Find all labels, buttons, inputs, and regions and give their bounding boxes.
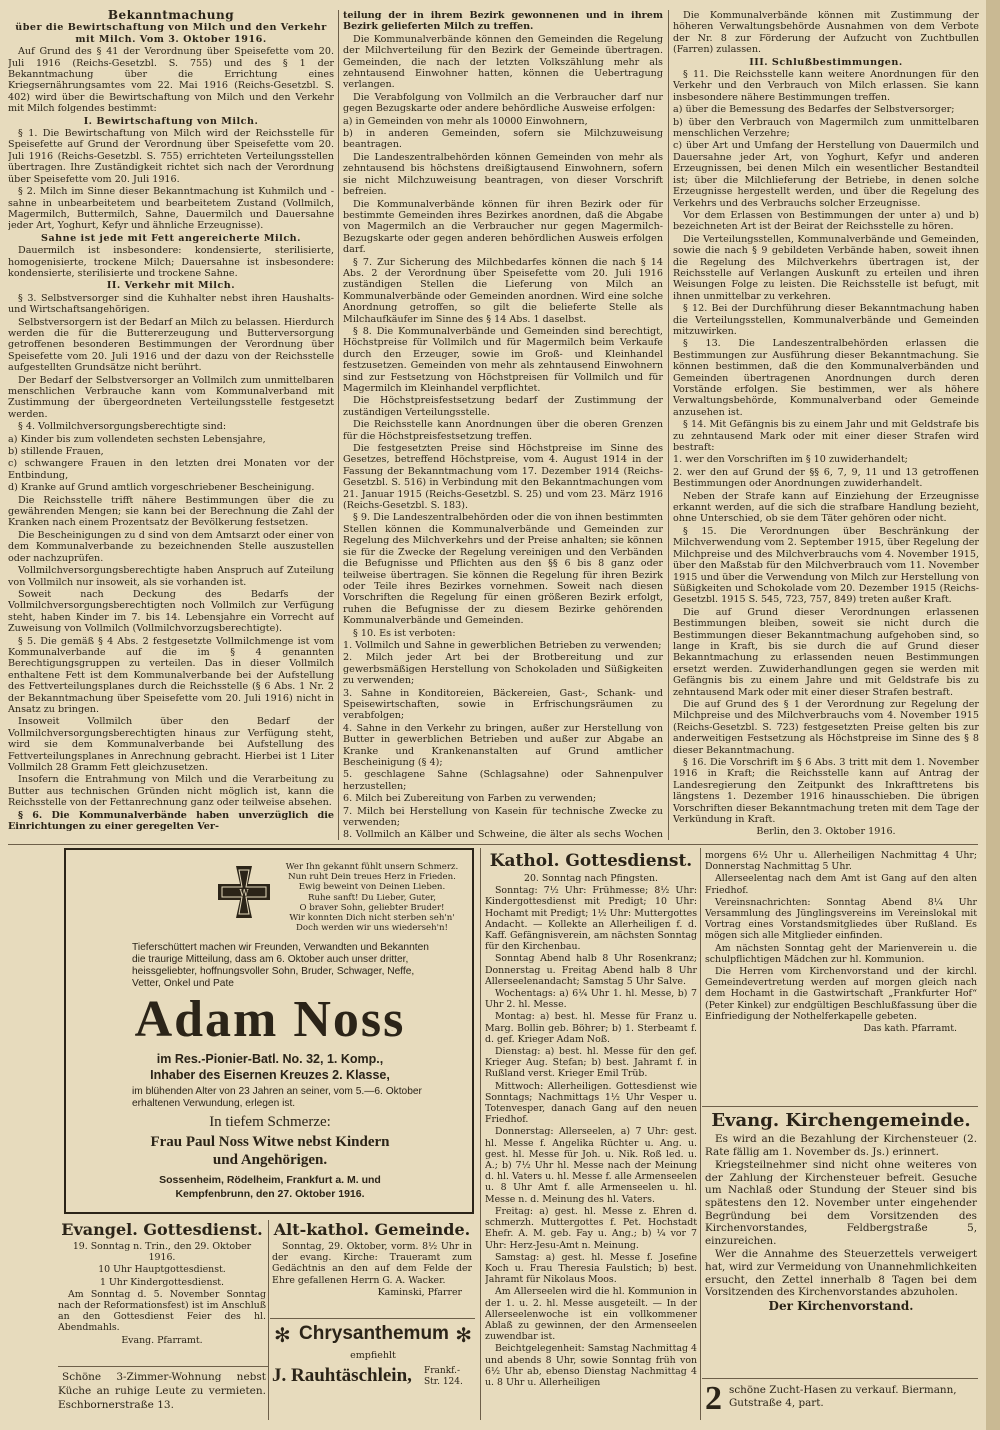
paragraph: Die Reichsstelle kann Anordnungen über die oberen Grenzen für die Höchstpreisfestsetzung treffen. <box>343 419 663 442</box>
paragraph: § 9. Die Landeszentralbehörden oder die von ihnen bestimmten Stellen können die Kommunalverbände und Gemeinden zur Regelung des Milchverkehrs und der Preise anhalten; sie können sie für die Zwecke der Regelung vereinigen und den Verbänden die Befugnisse und Pflichten aus den §§ 6 bis 8 ganz oder teilweise übertragen. Sie können die Regelung für ihren Bezirk oder Teile ihres Bezirkes vornehmen. Soweit nach diesen Vorschriften die Regelung für einen größeren Bezirk erfolgt, ruhen die Befugnisse der zu diesem Bezirke gehörenden Kommunalverbände und Gemeinden. <box>343 512 663 627</box>
section-heading: II. Verkehr mit Milch. <box>106 280 236 292</box>
iron-cross-icon <box>216 864 272 920</box>
kathol-subtitle: 20. Sonntag nach Pfingsten. <box>523 873 658 884</box>
apartment-text: Schöne 3-Zimmer-Wohnung nebst Küche an ruhige Leute zu vermieten. Eschbornerstraße 13. <box>58 1371 266 1411</box>
kathol-text: Am nächsten Sonntag geht der Marienverein u. die schulpflichtigen Mädchen zur hl. Kommunion. <box>705 942 977 965</box>
signer-title <box>673 839 979 840</box>
column-rule <box>700 848 701 1420</box>
evang-church-text: Wer die Annahme des Steuerzettels verweigert hat, wird zur Vermeidung von Unannehmlichkeiten ersucht, den Zettel innerhalb 8 Tagen bei dem Vorsitzenden des Kirchenvorstandes abzuholen. <box>705 1248 977 1299</box>
section-heading: I. Bewirtschaftung von Milch. <box>83 115 259 127</box>
vendor-address: Frankf.-Str. 124. <box>424 1366 463 1387</box>
paragraph: Insofern die Entrahmung von Milch und die Verarbeitung zu Butter aus technischen Gründen nicht möglich ist, kann die Reichsstelle von der Fettanrechnung ganz oder teilweise absehen. <box>8 774 334 809</box>
flower-icon: ✻ <box>274 1323 291 1347</box>
paragraph: Die Bescheinigungen zu d sind von dem Amtsarzt oder einer von dem Kommunalverbande zu bezeichnenden Stelle auszustellen oder nachzuprüfen. <box>8 529 334 564</box>
kathol-text: morgens 6½ Uhr u. Allerheiligen Nachmittag 4 Uhr; Donnerstag Nachmittag 5 Uhr. <box>705 850 977 873</box>
poem-line: O braver Sohn, geliebter Bruder! <box>299 902 445 913</box>
family-line: und Angehörigen. <box>212 1152 328 1168</box>
places-date-line: Kempfenbrunn, den 27. Oktober 1916. <box>175 1188 365 1200</box>
military-honor: Inhaber des Eisernen Kreuzes 2. Klasse, <box>150 1068 390 1082</box>
column-rule <box>480 848 481 1420</box>
paragraph: § 13. Die Landeszentralbehörden erlassen die Bestimmungen zur Ausführung dieser Bekanntmachung. Sie können bestimmen, daß die den Kommunalverbänden und Gemeinden übertragenen Anordnungen durch deren Vorstände erfolgen. Sie bestimmen, wer als höhere Verwaltungsbehörde, Kommunalverband oder Gemeinde anzusehen ist. <box>673 338 979 418</box>
evangel-line: 1 Uhr Kindergottesdienst. <box>99 1276 225 1288</box>
paragraph: Die Verabfolgung von Vollmilch an die Verbraucher darf nur gegen Bezugskarte oder andere behördliche Ausweise erfolgen: <box>343 91 663 115</box>
kathol-sign: Das kath. Pfarramt. <box>863 1023 957 1035</box>
paragraph: § 16. Die Vorschrift im § 6 Abs. 3 tritt mit dem 1. November 1916 in Kraft; die Reichsstelle kann auf Antrag der Landesregierung den Zeitpunkt des Inkrafttretens bis längstens 1. Dezember 1916 hinausschieben. Die übrigen Vorschriften dieser Bekanntmachung treten mit dem Tage der Verkündung in Kraft. <box>673 757 979 826</box>
list-item: 3. Sahne in Konditoreien, Bäckereien, Gast-, Schank- und Speisewirtschaften, sowie in Erfrischungsräumen zu verabfolgen; <box>343 687 663 722</box>
section-divider <box>8 844 978 845</box>
list-item: 4. Sahne in den Verkehr zu bringen, außer zur Herstellung von Butter in gewerblichen Betrieben und außer zur Abgabe an Kranke und Krankenanstalten auf Grund amtlicher Bescheinigung (§ 4); <box>343 722 663 768</box>
deceased-name: Adam Noss <box>134 991 406 1048</box>
paragraph: § 8. Die Kommunalverbände und Gemeinden sind berechtigt, Höchstpreise für Vollmilch und für Magermilch beim Verkaufe durch den Erzeuger, sowie im Groß- und Kleinhandel festzusetzen. Gemeinden von mehr als zehntausend Einwohnern sind zur Festsetzung von Höchstpreisen für Vollmilch und für Magermilch im Kleinhandel verpflichtet. <box>343 325 663 394</box>
paragraph: Die auf Grund des § 1 der Verordnung zur Regelung der Milchpreise und des Milchverbrauchs vom 4. November 1915 (Reichs-Gesetzbl. S. 723) festgesetzten Preise gelten bis zur anderweitigen Festsetzung als Höchstpreise im Sinne des § 8 dieser Bekanntmachung. <box>673 698 979 756</box>
poem-line: Ewig beweint von Deinen Lieben. <box>298 882 446 893</box>
paragraph: Die auf Grund dieser Verordnungen erlassenen Bestimmungen bleiben, soweit sie nicht durch die Bestimmungen dieser Bekanntmachung aufgehoben sind, so lange in Kraft, bis sie durch die auf Grund dieser Bekanntmachung zu erlassenden neuen Bestimmungen ersetzt werden. Zuwiderhandlungen gegen sie werden mit Gefängnis bis zu einem Jahre und mit Geldstrafe bis zu zehntausend Mark oder mit einer dieser Strafen bestraft. <box>673 606 979 698</box>
paragraph: § 10. Es ist verboten: <box>353 627 456 639</box>
paragraph: § 5. Die gemäß § 4 Abs. 2 festgesetzte Vollmilchmenge ist vom Kommunalverbande auf die im § 4 genannten Berechtigungsgruppen zu verteilen. Das in dieser Vollmilch enthaltene Fett ist dem Kommunalverbande bei der Aufstellung des Fettverteilungsplanes durch die Reichsstelle (§ 6 Abs. 1 Nr. 2 der Bekanntmachung über Speisefette vom 20. Juli 1916) nicht in Ansatz zu bringen. <box>8 635 334 715</box>
altkath-notice <box>272 1220 472 1314</box>
kathol-text: Montag: a) best. hl. Messe für Franz u. Marg. Bollin geb. Böhrer; b) 1. Sterbeamt f. d. gef. Krieger Adam Noß. <box>485 1011 697 1045</box>
paragraph: Sahne ist jede mit Fett angereicherte Milch. <box>41 232 301 244</box>
announcement-date: Berlin, den 3. Oktober 1916. <box>756 826 896 838</box>
chrysanthemum-title: Chrysanthemum <box>299 1323 449 1344</box>
paragraph: Die Landeszentralbehörden können Gemeinden von mehr als zehntausend bis höchstens dreißigtausend Einwohnern, sofern sie nicht Milchzuweisung beantragen, von dieser Vorschrift befreien. <box>343 151 663 198</box>
flower-icon: ✻ <box>455 1323 472 1347</box>
paragraph: Vor dem Erlassen von Bestimmungen der unter a) und b) bezeichneten Art ist der Beirat der Reichsstelle zu hören. <box>673 209 979 233</box>
announcement-title: Bekanntmachung <box>107 10 235 22</box>
evangel-line: 10 Uhr Hauptgottesdienst. <box>98 1264 226 1276</box>
kathol-text: Beichtgelegenheit: Samstag Nachmittag 4 und abends 8 Uhr, sowie Sonntag früh von 6½ Uhr ab, ebenso Dienstag Nachmittag 4 u. 8 Uhr u. Allerheiligen <box>485 1343 697 1388</box>
evangel-service-notice <box>58 1220 266 1366</box>
evangel-sign: Evang. Pfarramt. <box>121 1334 203 1346</box>
rabbits-count: 2 <box>705 1380 722 1417</box>
military-unit: im Res.-Pionier-Batl. No. 32, 1. Komp., <box>156 1052 384 1066</box>
kathol-title: Kathol. Gottesdienst. <box>489 851 693 871</box>
list-item: a) in Gemeinden von mehr als 10000 Einwohnern, <box>343 115 588 127</box>
evang-church-text: Es wird an die Bezahlung der Kirchensteuer (2. Rate fällig am 1. November ds. Js.) erinnert. <box>705 1133 977 1158</box>
paragraph: § 12. Bei der Durchführung dieser Bekanntmachung haben die Verteilungsstellen, Kommunalverbände und Gemeinden mitzuwirken. <box>673 303 979 337</box>
announcement-column-1 <box>8 10 334 840</box>
list-item: c) über Art und Umfang der Herstellung von Dauermilch und Dauersahne jeder Art, von Yoghurt, Kefyr und anderen Erzeugnissen, bei denen Milch ein wesentlicher Bestandteil ist; über die Milchlieferung der Betriebe, in denen solche Erzeugnisse hergestellt werden, und über die Regelung des Verkehrs und des Verbrauchs solcher Erzeugnisse. <box>673 140 979 209</box>
paragraph: Dauermilch ist insbesondere: kondensierte, sterilisierte, homogenisierte, trockene Milch; Dauersahne ist insbesondere: kondensierte, sterilisierte und trockene Sahne. <box>8 245 334 279</box>
column-rule <box>268 1220 269 1420</box>
kathol-text: Am Allerseelen wird die hl. Kommunion in der 1. u. 2. hl. Messe ausgeteilt. — In der Allerseelenwoche ist ein vollkommener Ablaß zu gewinnen, der den Armenseelen zuwendbar ist. <box>485 1286 697 1343</box>
paragraph: § 7. Zur Sicherung des Milchbedarfes können die nach § 14 Abs. 2 der Verordnung über Speisefette vom 20. Juli 1916 zuständigen Stellen die Lieferung von Milch an Kommunalverbände oder Gemeinden anordnen. Wird eine solche Anordnung getroffen, so gilt die belieferte Stelle als Milchaufkäufer im Sinne des § 14 Abs. 1 daselbst. <box>343 256 663 325</box>
list-item: c) schwangere Frauen in den letzten drei Monaten vor der Entbindung, <box>8 458 334 481</box>
altkath-text: Sonntag, 29. Oktober, vorm. 8½ Uhr in der evang. Kirche: Traueramt zum Gedächtnis an den auf dem Felde der Ehre gefallenen Herrn G. A. Wacker. <box>272 1241 472 1286</box>
kathol-text: Allerseelentag nach dem Amt ist Gang auf den alten Friedhof. <box>705 873 977 896</box>
poem-line: Nun ruht Dein treues Herz in Frieden. <box>288 872 456 883</box>
paragraph: Soweit nach Deckung des Bedarfs der Vollmilchversorgungsberechtigten noch Vollmilch zur Verfügung steht, haben Kinder im 7. bis 14. Lebensjahre ein Vorrecht auf Zuweisung von Vollmilch (Vollmilchvorzugsberechtigte). <box>8 588 334 635</box>
announcement-subtitle: über die Bewirtschaftung von Milch und den Verkehr mit Milch. Vom 3. Oktober 1916. <box>15 22 327 45</box>
paragraph: Die Reichsstelle trifft nähere Bestimmungen über die zu gewährenden Mengen; sie kann bei der Berechnung die Zahl der Kranken nach einem Prozentsatz der Bevölkerung festsetzen. <box>8 494 334 529</box>
poem-line: Wer Ihn gekannt fühlt unsern Schmerz. <box>285 862 459 872</box>
paragraph: § 1. Die Bewirtschaftung von Milch wird der Reichsstelle für Speisefette auf Grund der Verordnung über Speisefette vom 20. Juli 1916 (Reichs-Gesetzbl. S. 755) errichteten Verteilungsstellen übertragen. Ihre Zuständigkeit richtet sich nach der Verordnung über Speisefette vom 20. Juli 1916. <box>8 128 334 185</box>
paragraph: Die Höchstpreisfestsetzung bedarf der Zustimmung der zuständigen Verteilungsstelle. <box>343 395 663 418</box>
kathol-text: Die Herren vom Kirchenvorstand und der kirchl. Gemeindevertretung werden auf morgen gleich nach dem Hochamt in die Gastwirtschaft „Frankfurter Hof“ (Peter Kinkel) zur endgültigen Beschlußfassung über die Einfriedigung der Nothelferkapelle gebeten. <box>705 966 977 1022</box>
rabbits-text: schöne Zucht-Hasen zu verkauf. Biermann, Gutstraße 4, part. <box>729 1384 957 1409</box>
obituary-intro: Tieferschüttert machen wir Freunden, Verwandten und Bekannten die traurige Mitteilung, dass am 6. Oktober auch unser dritter, heissgeliebter, hoffnungsvoller Sohn, Bruder, Schwager, Neffe, Vetter, Onkel und Pate <box>132 942 429 989</box>
apartment-ad <box>58 1370 266 1420</box>
poem-line: Doch werden wir uns wiederseh'n! <box>296 923 448 934</box>
paragraph: § 4. Vollmilchversorgungsberechtigte sind: <box>18 421 227 433</box>
paragraph: Die Verteilungsstellen, Kommunalverbände und Gemeinden, sowie die nach § 9 gebildeten Verbände haben, soweit ihnen die Regelung des Milchverkehrs übertragen ist, der Reichsstelle auf Verlangen Auskunft zu erteilen und ihren Weisungen Folge zu leisten. Die Reichsstelle ist befugt, mit ihnen unmittelbar zu verkehren. <box>673 233 979 302</box>
kathol-text: Freitag: a) gest. hl. Messe z. Ehren d. schmerzh. Muttergottes f. Pet. Hochstadt Ehefr. A. M. geb. Fay u. Ang.; b) ¼ vor 7 Uhr: Herz-Jesu-Amt n. Meinung. <box>485 1205 697 1251</box>
kathol-service-notice <box>485 850 697 1420</box>
altkath-title: Alt-kathol. Gemeinde. <box>273 1220 471 1239</box>
paragraph: Die festgesetzten Preise sind Höchstpreise im Sinne des Gesetzes, betreffend Höchstpreise, vom 4. August 1914 in der Fassung der Bekanntmachung vom 17. Dezember 1914 (Reichs-Gesetzbl. S. 516) in Verbindung mit den Bekanntmachungen vom 21. Januar 1915 (Reichs-Gesetzbl. S. 25) und vom 23. März 1916 (Reichs-Gesetzbl. S. 183). <box>343 443 663 512</box>
obituary-poem <box>282 862 462 933</box>
svg-text:W: W <box>239 889 249 899</box>
announcement-column-3 <box>673 10 979 840</box>
list-item: b) über den Verbrauch von Magermilch zum unmittelbaren menschlichen Verzehre; <box>673 116 979 140</box>
list-item: 7. Milch bei Herstellung von Kasein für technische Zwecke zu verwenden; <box>343 805 663 829</box>
paragraph: § 11. Die Reichsstelle kann weitere Anordnungen für den Verkehr und den Verbrauch von Milch erlassen. Sie kann insbesondere nähere Bestimmungen treffen. <box>673 69 979 103</box>
kathol-text: Donnerstag: Allerseelen, a) 7 Uhr: gest. hl. Messe f. Angelika Rüchter u. Ang. u. gest. hl. Messe für Joh. u. Nik. Roß led. u. A.; b) 7½ Uhr hl. Messe nach der Meinung d. hl. Vaters u. hl. Messe f. alle Armenseelen u. 8 Uhr Amt f. alle Armenseelen u. hl. Messe n. d. Meinung des hl. Vaters. <box>485 1126 697 1205</box>
section-divider <box>702 1106 978 1107</box>
evangel-text: Am Sonntag d. 5. November Sonntag nach der Reformationsfest) ist im Anschluß an den Gottesdienst Feier des hl. Abendmahls. <box>58 1288 266 1334</box>
paragraph: Insoweit Vollmilch über den Bedarf der Vollmilchversorgungsberechtigten hinaus zur Verfügung steht, wird sie dem Kommunalverbande bei Aufstellung des Fettverteilungsplanes in Anrechnung gebracht. Hierbei ist 1 Liter Vollmilch 28 Gramm Fett gleichzusetzen. <box>8 716 334 773</box>
kathol-service-continued <box>705 850 977 1102</box>
family-line: Frau Paul Noss Witwe nebst Kindern <box>150 1134 390 1150</box>
obituary-box <box>64 848 474 1214</box>
paragraph: teilung der in ihrem Bezirk gewonnenen und in ihrem Bezirk gelieferten Milch zu treffen. <box>343 10 663 33</box>
altkath-sign: Kaminski, Pfarrer <box>377 1286 462 1298</box>
list-item: 1. Vollmilch und Sahne in gewerblichen Betrieben zu verwenden; <box>343 639 662 651</box>
chrysanthemum-recommends: empfiehlt <box>350 1350 396 1361</box>
kathol-text: Samstag: a) gest. hl. Messe f. Josefine Koch u. Frau Theresia Faulstich; b) best. Jahramt für Nikolaus Moos. <box>485 1251 697 1286</box>
kathol-text: Sonntag Abend halb 8 Uhr Rosenkranz; Donnerstag u. Freitag Abend halb 8 Uhr Allerseelenandacht; Samstag 5 Uhr Salve. <box>485 953 697 987</box>
column-rule <box>338 10 339 840</box>
section-divider <box>58 1366 268 1367</box>
evang-church-text: Kriegsteilnehmer sind nicht ohne weiteres von der Zahlung der Kirchensteuer befreit. Gesuche um Nachlaß oder Stundung der Steuer sind bis spätestens den 12. November unter eingehender Begründung bei dem Vorsitzenden des Kirchenvorstandes, Feldbergstraße 5, einzureichen. <box>705 1159 977 1247</box>
kathol-text: Vereinsnachrichten: Sonntag Abend 8¼ Uhr Versammlung des Jünglingsvereins im Vereinslokal mit Vortrag eines Vorstandsmitgliedes über Rußland. Es mögen sich alle Mitglieder einfinden. <box>705 896 977 942</box>
vendor-name: J. Rauhtäschlein, <box>272 1365 412 1386</box>
kathol-text: Dienstag: a) best. hl. Messe für den gef. Krieger Aug. Stefan; b) best. Jahramt f. in Rußland verst. Krieger Emil Trüb. <box>485 1046 697 1080</box>
paragraph: Neben der Strafe kann auf Einziehung der Erzeugnisse erkannt werden, auf die sich die strafbare Handlung bezieht, ohne Unterschied, ob sie dem Täter gehören oder nicht. <box>673 490 979 525</box>
evang-church-sign: Der Kirchenvorstand. <box>768 1298 914 1313</box>
paragraph: Der Bedarf der Selbstversorger an Vollmilch zum unmittelbaren menschlichen Verbrauche kann vom Kommunalverband mit Zustimmung der übergeordneten Verteilungsstelle festgesetzt werden. <box>8 374 334 420</box>
announcement-column-2 <box>343 10 663 840</box>
list-item: a) Kinder bis zum vollendeten sechsten Lebensjahre, <box>8 433 266 445</box>
paragraph: § 15. Die Verordnungen über Beschränkung der Milchverwendung vom 2. September 1915, über Regelung der Milchpreise und des Milchverbrauchs vom 4. November 1915, über den Maßstab für den Milchverbrauch vom 11. November 1915 und über die Verwendung von Milch zur Herstellung von Süßigkeiten und Schokolade vom 20. Dezember 1915 (Reichs-Gesetzbl. 1915 S. 545, 723, 757, 849) treten außer Kraft. <box>673 525 979 606</box>
paragraph: § 6. Die Kommunalverbände haben unverzüglich die Einrichtungen zu einer geregelten Ver- <box>8 809 334 833</box>
list-item: 1. wer den Vorschriften im § 10 zuwiderhandelt; <box>673 454 908 466</box>
column-rule <box>668 10 669 840</box>
evangel-title: Evangel. Gottesdienst. <box>61 1220 263 1239</box>
kathol-text: Mittwoch: Allerheiligen. Gottesdienst wie Sonntags; Nachmittags 1½ Uhr Vesper u. Totenvesper, danach Gang auf den neuen Friedhof. <box>485 1080 697 1126</box>
list-item: a) über die Bemessung des Bedarfes der Selbstversorger; <box>673 104 955 116</box>
evang-church-title: Evang. Kirchengemeinde. <box>711 1110 971 1131</box>
places-line: Sossenheim, Rödelheim, Frankfurt a. M. und <box>159 1174 381 1186</box>
evang-church-notice <box>705 1110 977 1376</box>
evangel-date: 19. Sonntag n. Trin., den 29. Oktober 1916. <box>72 1241 252 1264</box>
list-item: 2. Milch jeder Art bei der Brotbereitung und zur gewerbsmäßigen Herstellung von Schokoladen und Süßigkeiten zu verwenden; <box>343 652 663 687</box>
paragraph: § 14. Mit Gefängnis bis zu einem Jahr und mit Geldstrafe bis zu zehntausend Mark oder mit einer dieser Strafen wird bestraft: <box>673 419 979 454</box>
paragraph: Die Kommunalverbände können den Gemeinden die Regelung der Milchverteilung für den Bezirk der Gemeinde übertragen. Gemeinden, die nach der letzten Volkszählung mehr als zehntausend Einwohner hatten, können die Uebertragung verlangen. <box>343 33 663 91</box>
paragraph: Vollmilchversorgungsberechtigte haben Anspruch auf Zuteilung von Vollmilch nur insoweit, als sie vorhanden ist. <box>8 565 334 588</box>
paper-edge <box>986 0 1000 1430</box>
paragraph: Die Kommunalverbände können für ihren Bezirk oder für bestimmte Gemeinden ihres Bezirkes anordnen, daß die Abgabe von Magermilch an die Verbraucher nur gegen Magermilch-Bezugskarte oder gegen anderen behördlichen Ausweis erfolgen darf. <box>343 198 663 256</box>
paragraph: § 2. Milch im Sinne dieser Bekanntmachung ist Kuhmilch und -sahne in unbearbeitetem und bearbeitetem Zustand (Vollmilch, Magermilch, Buttermilch, Sahne, Dauermilch und Dauersahne jeder Art, Yoghurt, Kefyr und ähnliche Erzeugnisse). <box>8 186 334 232</box>
paragraph: Die Kommunalverbände können mit Zustimmung der höheren Verwaltungsbehörde Ausnahmen von dem Verbote der Nr. 8 zur Förderung der Aufzucht von Zuchtbullen (Farren) zulassen. <box>673 10 979 56</box>
rabbits-ad <box>705 1382 977 1420</box>
list-item: 5. geschlagene Sahne (Schlagsahne) oder Sahnenpulver herzustellen; <box>343 769 663 792</box>
poem-line: Wir konnten Dich nicht sterben seh'n' <box>289 913 455 924</box>
list-item: b) in anderen Gemeinden, sofern sie Milchzuweisung beantragen. <box>343 128 663 151</box>
section-divider <box>702 1378 978 1379</box>
grief-line: In tiefem Schmerze: <box>209 1114 331 1130</box>
paragraph: § 3. Selbstversorger sind die Kuhhalter nebst ihren Haushalts- und Wirtschaftsangehörigen. <box>8 292 334 316</box>
paragraph: Auf Grund des § 41 der Verordnung über Speisefette vom 20. Juli 1916 (Reichs-Gesetzbl. S. 755) und des § 1 der Bekanntmachung über die Errichtung eines Kriegsernährungsamtes vom 22. Mai 1916 (Reichs-Gesetzbl. S. 402) wird über die Bewirtschaftung von Milch und den Verkehr mit Milch folgendes bestimmt: <box>8 46 334 115</box>
kathol-text: Sonntag: 7½ Uhr: Frühmesse; 8½ Uhr: Kindergottesdienst mit Predigt; 10 Uhr: Hochamt mit Predigt; 1½ Uhr: Muttergottes Andacht. — Kollekte an Allerheiligen f. d. Kaff. Gefängnisverein, am nächsten Sonntag für den Kirchenbau. <box>485 885 697 953</box>
paragraph: Selbstversorgern ist der Bedarf an Milch zu belassen. Hierdurch werden die für die Buttererzeugung und Butterversorgung getroffenen besonderen Bestimmungen der Verordnung über Speisefette vom 20. Juli 1916 und der dazu von der Reichsstelle aufgestellten Grundsätze nicht berührt. <box>8 316 334 374</box>
list-item: 2. wer den auf Grund der §§ 6, 7, 9, 11 und 13 getroffenen Bestimmungen oder Anordnungen zuwiderhandelt. <box>673 466 979 490</box>
section-heading: III. Schlußbestimmungen. <box>749 56 903 68</box>
list-item: 6. Milch bei Zubereitung von Farben zu verwenden; <box>343 793 597 805</box>
section-divider <box>270 1318 475 1319</box>
list-item: d) Kranke auf Grund amtlich vorgeschriebener Bescheinigung. <box>8 482 315 494</box>
list-item: b) stillende Frauen, <box>8 446 104 458</box>
kathol-text: Wochentags: a) 6¼ Uhr 1. hl. Messe, b) 7 Uhr 2. hl. Messe. <box>485 988 697 1011</box>
list-item: 8. Vollmilch an Kälber und Schweine, die älter als sechs Wochen <box>343 829 663 840</box>
obituary-detail: im blühenden Alter von 23 Jahren an seiner, vom 5.—6. Oktober erhaltenen Verwundung, erlegen ist. <box>132 1086 422 1109</box>
poem-line: Ruhe sanft! Du Lieber, Guter, <box>308 892 436 903</box>
chrysanthemum-ad <box>272 1322 474 1422</box>
